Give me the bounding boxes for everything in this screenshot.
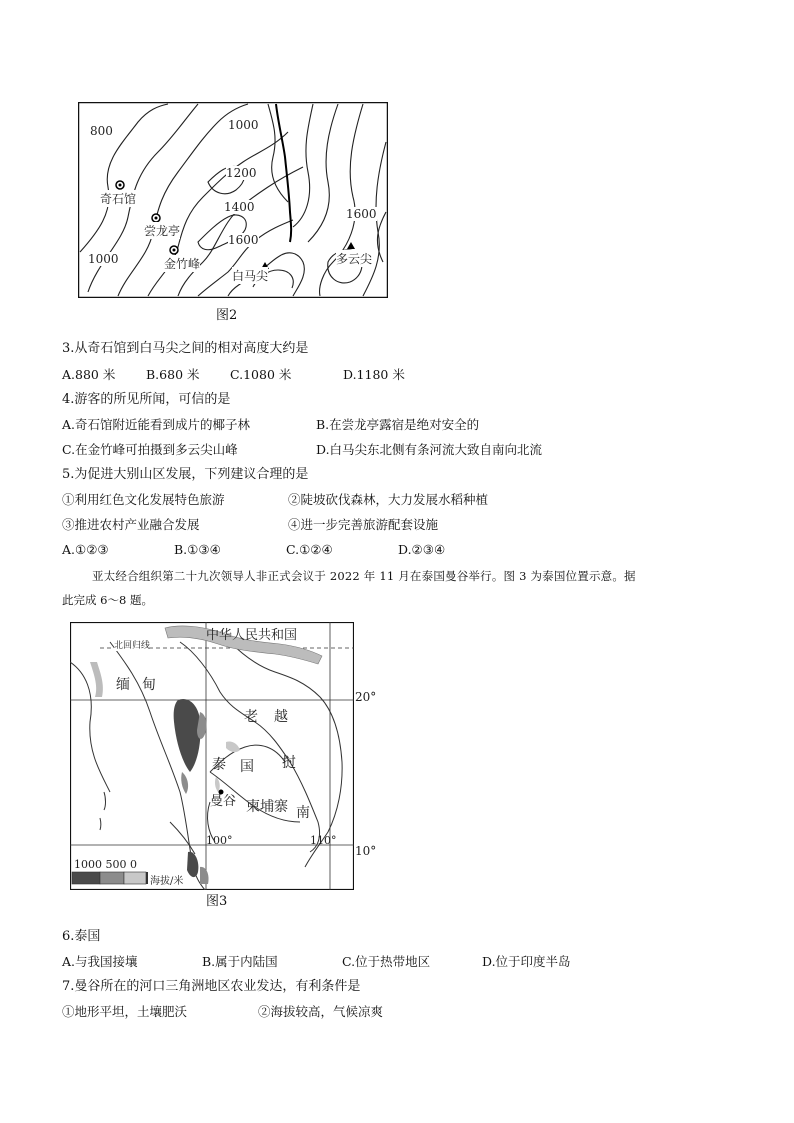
label-thailand-1: 泰 xyxy=(212,757,226,773)
place-changlongting: 尝龙亭 xyxy=(144,224,181,238)
label-vietnam-2: 挝 xyxy=(282,755,296,771)
contour-label-800: 800 xyxy=(90,124,113,138)
legend-unit: 海拔/米 xyxy=(150,876,184,887)
contour-label-1000-left: 1000 xyxy=(88,252,119,266)
label-vietnam-1: 越 xyxy=(274,709,288,725)
legend-swatch-1000 xyxy=(72,872,100,884)
legend-swatch-500 xyxy=(100,872,124,884)
q5-option-b: B.①③④ xyxy=(174,542,221,557)
q6-stem: 6.泰国 xyxy=(62,929,101,944)
place-jinzhufeng: 金竹峰 xyxy=(164,257,201,271)
q5-item-3: ③推进农村产业融合发展 xyxy=(62,517,200,532)
q4-option-a: A.奇石馆附近能看到成片的椰子林 xyxy=(62,417,251,432)
place-duoyunjian: 多云尖 xyxy=(336,252,373,266)
label-lat-10: 10° xyxy=(355,844,377,858)
q5-option-d: D.②③④ xyxy=(398,542,446,557)
q5-item-4: ④进一步完善旅游配套设施 xyxy=(288,517,439,532)
elevation-legend xyxy=(72,872,148,884)
intro-line-2: 此完成 6～8 题。 xyxy=(62,593,153,607)
legend-values: 1000 500 0 xyxy=(74,858,137,871)
q4-stem: 4.游客的所见所闻，可信的是 xyxy=(62,392,231,407)
contour-label-1200: 1200 xyxy=(226,166,257,180)
label-vietnam-3: 南 xyxy=(296,805,310,821)
label-tropic-of-cancer: 北回归线 xyxy=(114,638,150,651)
q4-option-c: C.在金竹峰可拍摄到多云尖山峰 xyxy=(62,442,238,457)
figure-3-caption: 图3 xyxy=(206,894,228,909)
intro-line-1: 亚太经合组织第二十九次领导人非正式会议于 2022 年 11 月在泰国曼谷举行。图 3 为泰国位置示意。据 xyxy=(92,569,636,583)
label-lon-110: 110° xyxy=(310,834,337,847)
q6-option-b: B.属于内陆国 xyxy=(202,954,278,969)
place-baimajian: 白马尖 xyxy=(232,269,269,283)
q3-option-d: D.1180 米 xyxy=(343,367,405,382)
label-china: 中华人民共和国 xyxy=(206,628,298,643)
legend-swatch-0 xyxy=(124,872,146,884)
label-bangkok: 曼谷 xyxy=(210,794,237,809)
q5-item-2: ②陡坡砍伐森林，大力发展水稻种植 xyxy=(288,492,489,507)
q7-item-2: ②海拔较高，气候凉爽 xyxy=(258,1004,384,1019)
figure-2-caption: 图2 xyxy=(216,308,238,323)
place-qishiguan: 奇石馆 xyxy=(100,192,137,206)
q3-option-c: C.1080 米 xyxy=(230,367,292,382)
q3-option-a: A.880 米 xyxy=(62,367,116,382)
q4-option-b: B.在尝龙亭露宿是绝对安全的 xyxy=(316,417,480,432)
q7-item-1: ①地形平坦，土壤肥沃 xyxy=(62,1004,188,1019)
q6-option-a: A.与我国接壤 xyxy=(62,954,138,969)
q3-option-b: B.680 米 xyxy=(146,367,200,382)
label-lon-100: 100° xyxy=(206,834,233,847)
q5-option-a: A.①②③ xyxy=(62,542,109,557)
q6-option-d: D.位于印度半岛 xyxy=(482,954,571,969)
contour-label-1600-mid: 1600 xyxy=(228,233,259,247)
figure-3-thailand-map xyxy=(70,622,377,890)
q5-stem: 5.为促进大别山区发展，下列建议合理的是 xyxy=(62,467,309,482)
q5-option-c: C.①②④ xyxy=(286,542,333,557)
contour-label-1400: 1400 xyxy=(224,200,255,214)
contour-label-1000-top: 1000 xyxy=(228,118,259,132)
label-myanmar-1: 缅 xyxy=(116,677,130,693)
q5-item-1: ①利用红色文化发展特色旅游 xyxy=(62,492,225,507)
contour-label-1600-right: 1600 xyxy=(346,207,377,221)
figure-2-contour-map xyxy=(78,102,388,298)
label-lat-20: 20° xyxy=(355,690,377,704)
q7-stem: 7.曼谷所在的河口三角洲地区农业发达，有利条件是 xyxy=(62,979,361,994)
label-laos: 老 xyxy=(244,709,258,725)
q6-option-c: C.位于热带地区 xyxy=(342,954,431,969)
label-thailand-2: 国 xyxy=(240,759,254,775)
q3-stem: 3.从奇石馆到白马尖之间的相对高度大约是 xyxy=(62,341,309,356)
label-myanmar-2: 甸 xyxy=(142,677,156,693)
q4-option-d: D.白马尖东北侧有条河流大致自南向北流 xyxy=(316,442,543,457)
label-cambodia: 柬埔寨 xyxy=(246,799,288,815)
